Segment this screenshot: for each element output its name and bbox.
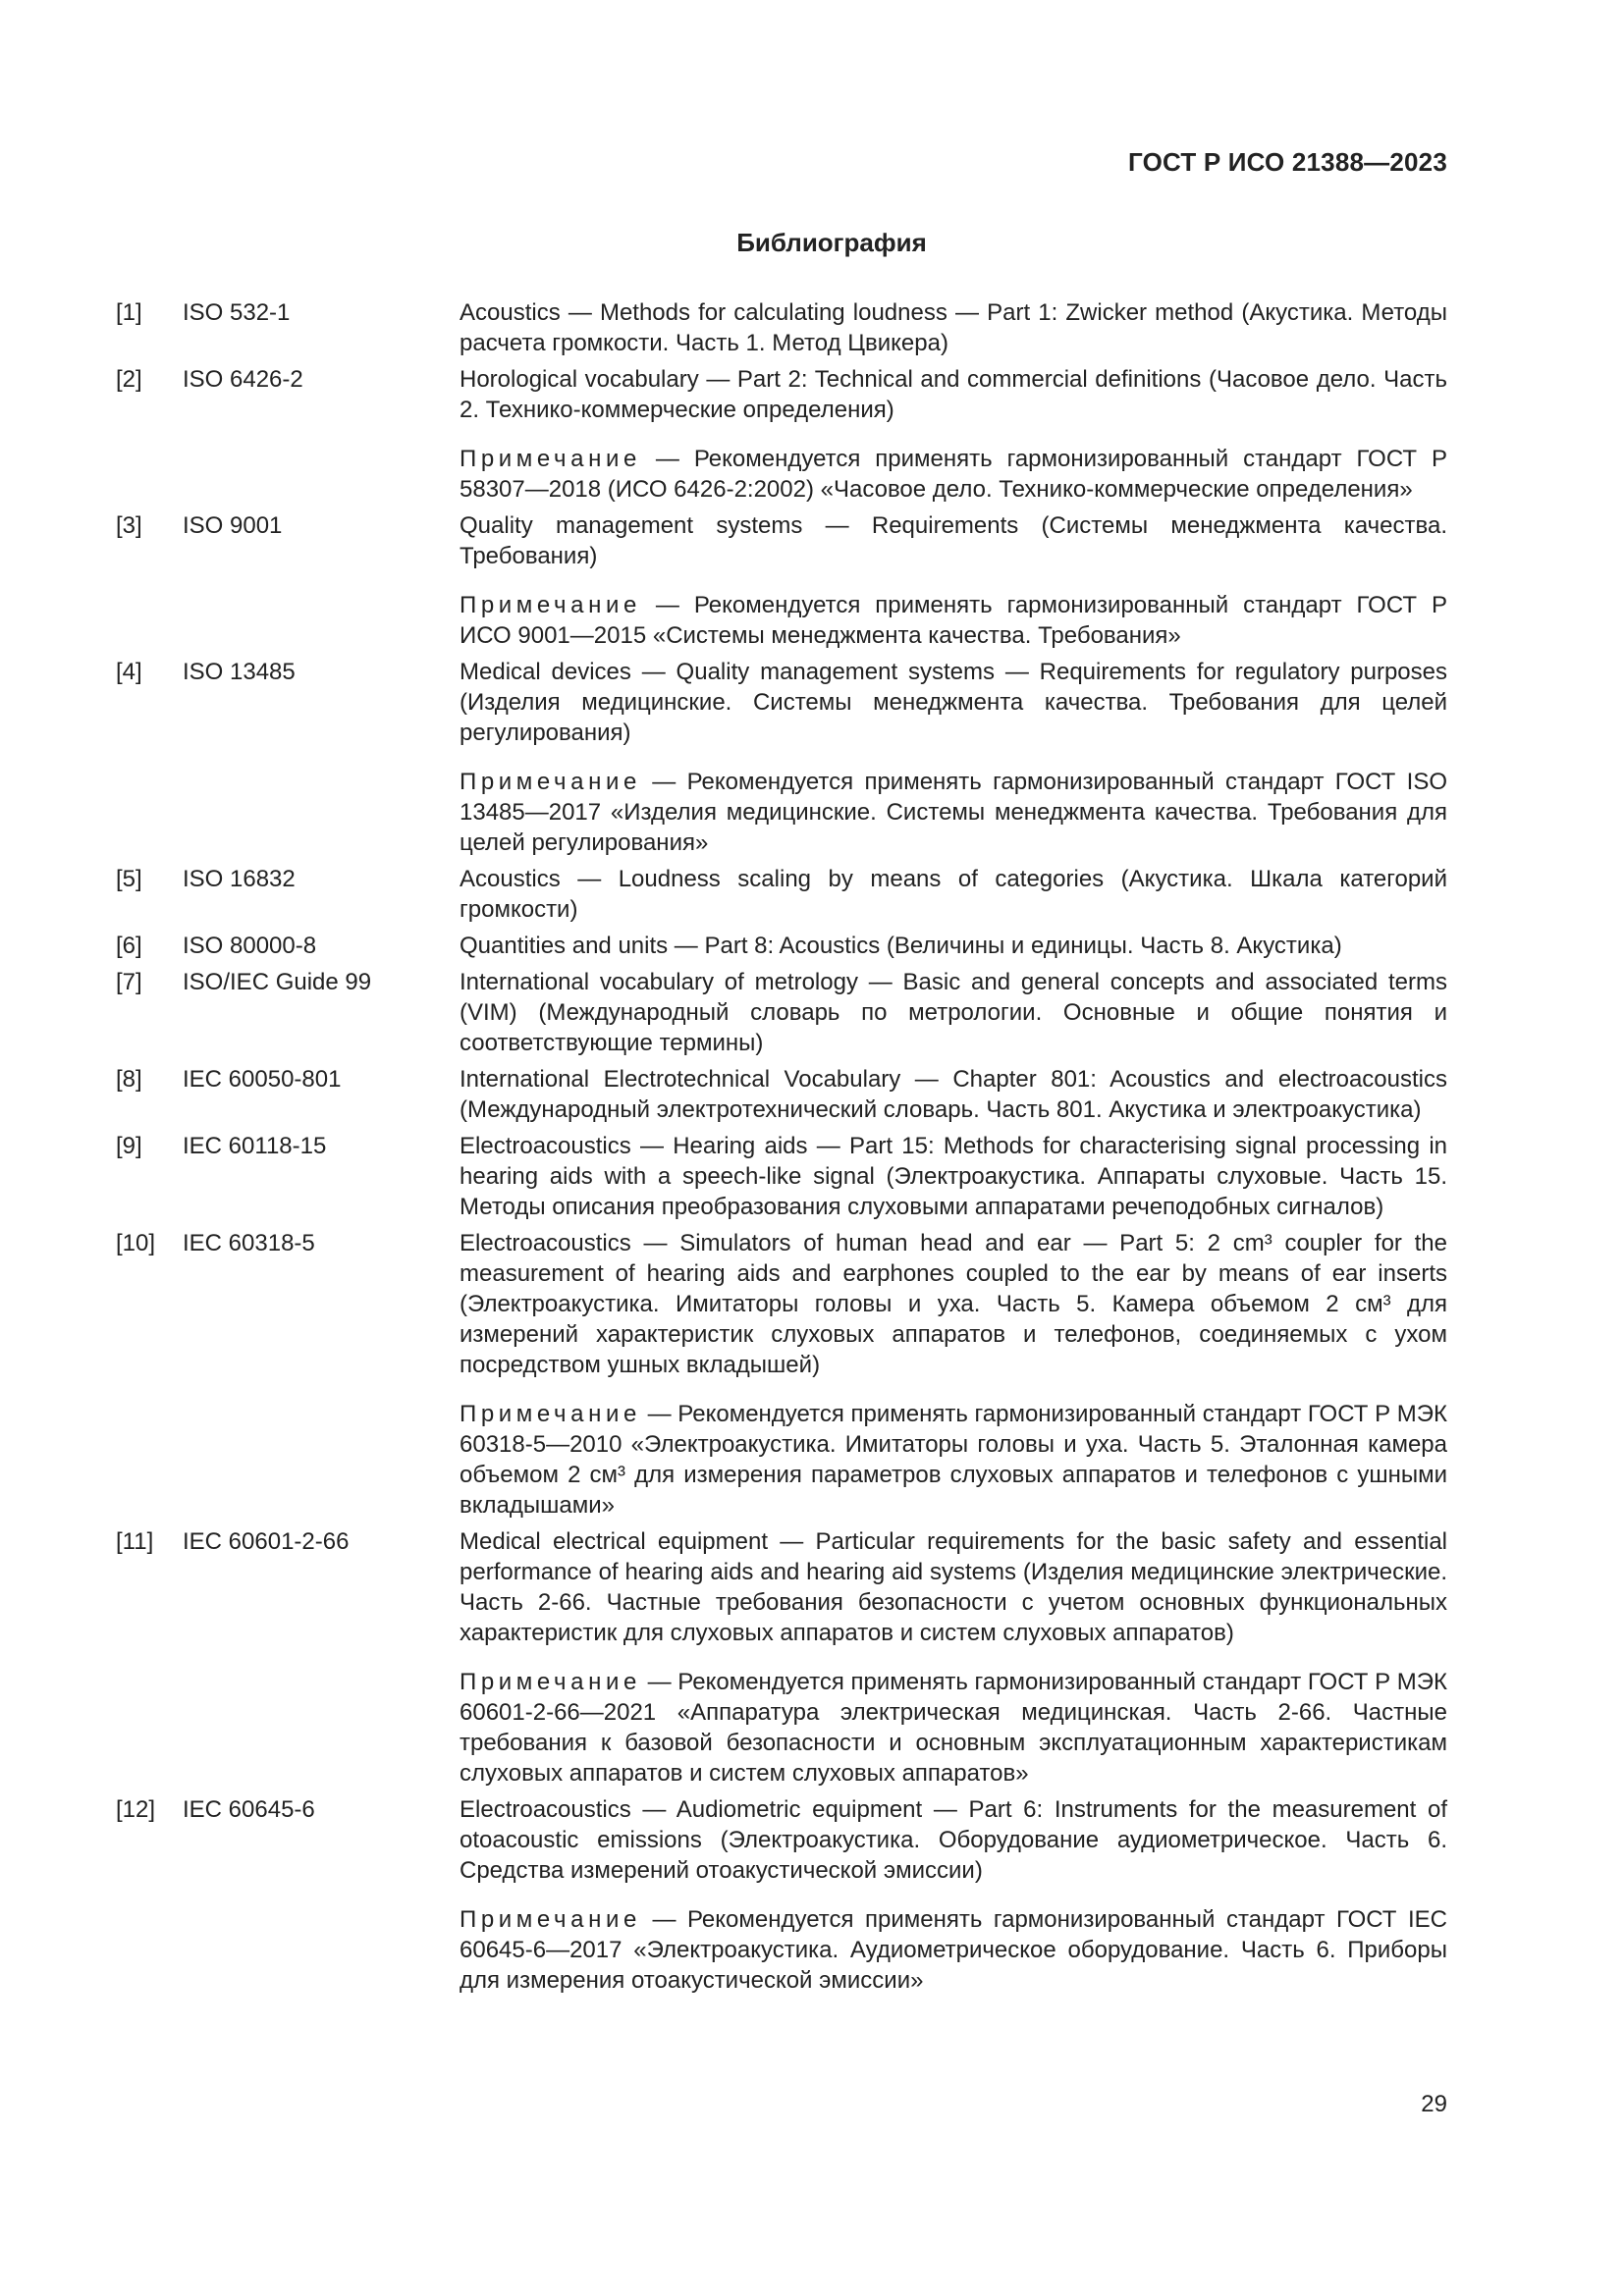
bibliography-entry <box>116 1794 1447 1996</box>
bibliography-entry <box>116 931 1447 961</box>
entry-standard-code: IEC 60601-2-66 <box>183 1528 350 1555</box>
note-text: — Рекомендуется применять гармонизированный стандарт ГОСТ Р ИСО 9001—2015 «Системы менеджмента качества. Требования» <box>460 592 1447 649</box>
entry-standard-code: ISO 80000-8 <box>183 933 317 959</box>
note-text: — Рекомендуется применять гармонизированный стандарт ГОСТ ISO 13485—2017 «Изделия медицинские. Системы менеджмента качества. Требования для целей регулирования» <box>460 769 1447 856</box>
entry-description <box>460 967 1447 1058</box>
note-label: Примечание <box>460 1906 641 1933</box>
entry-title: Medical electrical equipment — Particular requirements for the basic safety and essential performance of hearing aids and hearing aid systems (Изделия медицинские электрические. Часть 2-66. Частные требования безопасности с учетом основных функциональных характеристик для слуховых аппаратов и систем слуховых аппаратов) <box>460 1528 1447 1646</box>
note-label: Примечание <box>460 1401 641 1427</box>
entry-description <box>460 510 1447 651</box>
bibliography-entry <box>116 864 1447 925</box>
note-text: — Рекомендуется применять гармонизированный стандарт ГОСТ IEC 60645-6—2017 «Электроакустика. Аудиометрическое оборудование. Часть 6. Приборы для измерения отоакустической эмиссии» <box>460 1906 1447 1994</box>
note-text: — Рекомендуется применять гармонизированный стандарт ГОСТ Р МЭК 60318-5—2010 «Электроакустика. Имитаторы головы и уха. Часть 5. Эталонная камера объемом 2 см³ для измерения параметров слуховых аппаратов и телефонов с ушными вкладышами» <box>460 1401 1447 1519</box>
entry-standard-code: IEC 60318-5 <box>183 1230 315 1256</box>
bibliography-entry <box>116 297 1447 358</box>
entry-description <box>460 1131 1447 1222</box>
note-label: Примечание <box>460 446 641 472</box>
bibliography-entry <box>116 1526 1447 1789</box>
entry-description <box>460 297 1447 358</box>
entry-standard-code: IEC 60645-6 <box>183 1796 315 1823</box>
bibliography-entry <box>116 510 1447 651</box>
entry-standard-code: IEC 60050-801 <box>183 1066 342 1093</box>
bibliography-entry <box>116 1131 1447 1222</box>
entry-description <box>460 364 1447 505</box>
note-text: — Рекомендуется применять гармонизированный стандарт ГОСТ Р 58307—2018 (ИСО 6426-2:2002) «Часовое дело. Технико-коммерческие определения» <box>460 446 1447 503</box>
entry-title: Quantities and units — Part 8: Acoustics (Величины и единицы. Часть 8. Акустика) <box>460 933 1342 959</box>
entry-standard-code: ISO 6426-2 <box>183 366 303 393</box>
bibliography-entry <box>116 364 1447 505</box>
entry-title: Acoustics — Loudness scaling by means of categories (Акустика. Шкала категорий громкости) <box>460 866 1447 923</box>
entry-description <box>460 1064 1447 1125</box>
entry-standard-code: IEC 60118-15 <box>183 1133 327 1159</box>
entry-standard-code: ISO 9001 <box>183 512 283 539</box>
entry-number: [2] <box>116 366 142 393</box>
bibliography-entry <box>116 1228 1447 1521</box>
entry-description <box>460 1794 1447 1996</box>
entry-title: Medical devices — Quality management systems — Requirements for regulatory purposes (Изделия медицинские. Системы менеджмента качества. Требования для целей регулирования) <box>460 659 1447 746</box>
entry-number: [7] <box>116 969 142 995</box>
entry-number: [5] <box>116 866 142 892</box>
entry-number: [11] <box>116 1528 154 1555</box>
entry-note <box>460 444 1447 505</box>
entry-description <box>460 864 1447 925</box>
entry-description <box>460 1526 1447 1789</box>
section-title: Библиография <box>736 228 927 257</box>
entry-number: [4] <box>116 659 142 685</box>
entry-number: [10] <box>116 1230 156 1256</box>
entry-standard-code: ISO 532-1 <box>183 299 291 326</box>
note-label: Примечание <box>460 769 641 795</box>
page-number: 29 <box>1421 2091 1447 2117</box>
entry-description <box>460 1228 1447 1521</box>
entry-number: [6] <box>116 933 142 959</box>
note-label: Примечание <box>460 592 641 618</box>
document-header: ГОСТ Р ИСО 21388—2023 <box>1127 147 1447 177</box>
note-text: — Рекомендуется применять гармонизированный стандарт ГОСТ Р МЭК 60601-2-66—2021 «Аппаратура электрическая медицинская. Часть 2-66. Частные требования к базовой безопасности и основным эксплуатационным характеристикам слуховых аппаратов и систем слуховых аппаратов» <box>460 1669 1447 1787</box>
entry-standard-code: ISO/IEC Guide 99 <box>183 969 372 995</box>
entry-title: Quality management systems — Requirements (Системы менеджмента качества. Требования) <box>460 512 1447 569</box>
entry-number: [8] <box>116 1066 142 1093</box>
bibliography-list <box>116 297 1447 1996</box>
entry-standard-code: ISO 13485 <box>183 659 296 685</box>
bibliography-entry <box>116 967 1447 1058</box>
entry-note <box>460 1667 1447 1789</box>
entry-note <box>460 1904 1447 1996</box>
entry-number: [1] <box>116 299 142 326</box>
entry-standard-code: ISO 16832 <box>183 866 296 892</box>
entry-number: [12] <box>116 1796 156 1823</box>
entry-title: Horological vocabulary — Part 2: Technical and commercial definitions (Часовое дело. Часть 2. Технико-коммерческие определения) <box>460 366 1447 423</box>
entry-note <box>460 767 1447 858</box>
entry-description <box>460 657 1447 858</box>
bibliography-entry <box>116 657 1447 858</box>
entry-description <box>460 931 1447 961</box>
note-label: Примечание <box>460 1669 641 1695</box>
entry-number: [9] <box>116 1133 142 1159</box>
bibliography-entry <box>116 1064 1447 1125</box>
entry-number: [3] <box>116 512 142 539</box>
entry-title: International Electrotechnical Vocabulary — Chapter 801: Acoustics and electroacoustics (Международный электротехнический словарь. Часть 801. Акустика и электроакустика) <box>460 1066 1447 1123</box>
entry-note <box>460 590 1447 651</box>
entry-title: Acoustics — Methods for calculating loudness — Part 1: Zwicker method (Акустика. Методы расчета громкости. Часть 1. Метод Цвикера) <box>460 299 1447 356</box>
entry-title: Electroacoustics — Simulators of human head and ear — Part 5: 2 cm³ coupler for the measurement of hearing aids and earphones coupled to the ear by means of ear inserts (Электроакустика. Имитаторы головы и уха. Часть 5. Камера объемом 2 см³ для измерений характеристик слуховых аппаратов и телефонов, соединяемых с ухом посредством ушных вкладышей) <box>460 1230 1447 1378</box>
entry-title: Electroacoustics — Audiometric equipment — Part 6: Instruments for the measurement of otoacoustic emissions (Электроакустика. Оборудование аудиометрическое. Часть 6. Средства измерений отоакустической эмиссии) <box>460 1796 1447 1884</box>
entry-note <box>460 1399 1447 1521</box>
entry-title: Electroacoustics — Hearing aids — Part 15: Methods for characterising signal processing in hearing aids with a speech-like signal (Электроакустика. Аппараты слуховые. Часть 15. Методы описания преобразования слуховыми аппаратами речеподобных сигналов) <box>460 1133 1447 1220</box>
entry-title: International vocabulary of metrology — Basic and general concepts and associated terms (VIM) (Международный словарь по метрологии. Основные и общие понятия и соответствующие термины) <box>460 969 1447 1056</box>
